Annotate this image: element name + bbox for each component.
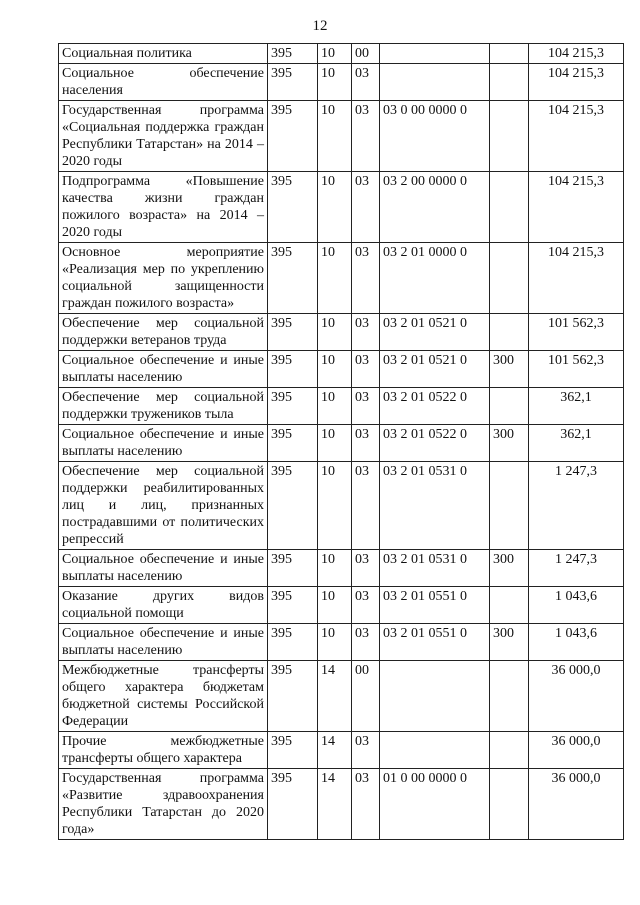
target-article-cell: 03 2 01 0531 0	[380, 550, 490, 587]
table-row	[59, 44, 624, 64]
admin-code-cell: 395	[268, 101, 318, 172]
expense-type-cell: 300	[490, 550, 529, 587]
subsection-cell: 03	[352, 388, 380, 425]
admin-code-cell: 395	[268, 624, 318, 661]
expense-type-cell	[490, 64, 529, 101]
section-cell: 10	[318, 101, 352, 172]
expense-type-cell	[490, 462, 529, 550]
admin-code-cell: 395	[268, 44, 318, 64]
section-cell: 10	[318, 388, 352, 425]
admin-code-cell: 395	[268, 388, 318, 425]
subsection-cell: 03	[352, 243, 380, 314]
subsection-cell: 03	[352, 587, 380, 624]
amount-cell: 362,1	[529, 388, 624, 425]
target-article-cell: 03 2 01 0551 0	[380, 587, 490, 624]
section-cell: 10	[318, 462, 352, 550]
expense-type-cell	[490, 732, 529, 769]
expense-type-cell	[490, 388, 529, 425]
budget-table	[58, 43, 624, 840]
target-article-cell	[380, 661, 490, 732]
amount-cell: 1 247,3	[529, 462, 624, 550]
subsection-cell: 03	[352, 550, 380, 587]
table-body	[59, 44, 624, 840]
row-name-cell: Социальное обеспечение и иные выплаты населению	[59, 351, 268, 388]
section-cell: 10	[318, 314, 352, 351]
amount-cell: 1 043,6	[529, 587, 624, 624]
subsection-cell: 03	[352, 624, 380, 661]
table-row	[59, 769, 624, 840]
amount-cell: 101 562,3	[529, 351, 624, 388]
target-article-cell	[380, 44, 490, 64]
row-name-cell: Обеспечение мер социальной поддержки реабилитированных лиц и лиц, признанных пострадавшими от политических репрессий	[59, 462, 268, 550]
expense-type-cell: 300	[490, 351, 529, 388]
target-article-cell: 03 2 01 0551 0	[380, 624, 490, 661]
amount-cell: 36 000,0	[529, 661, 624, 732]
admin-code-cell: 395	[268, 243, 318, 314]
row-name-cell: Обеспечение мер социальной поддержки ветеранов труда	[59, 314, 268, 351]
expense-type-cell	[490, 314, 529, 351]
expense-type-cell	[490, 44, 529, 64]
table-row	[59, 101, 624, 172]
target-article-cell	[380, 732, 490, 769]
admin-code-cell: 395	[268, 314, 318, 351]
subsection-cell: 03	[352, 462, 380, 550]
table-row	[59, 314, 624, 351]
admin-code-cell: 395	[268, 550, 318, 587]
row-name-cell: Подпрограмма «Повышение качества жизни граждан пожилого возраста» на 2014 – 2020 годы	[59, 172, 268, 243]
amount-cell: 101 562,3	[529, 314, 624, 351]
subsection-cell: 00	[352, 661, 380, 732]
section-cell: 10	[318, 351, 352, 388]
target-article-cell: 03 2 01 0521 0	[380, 351, 490, 388]
admin-code-cell: 395	[268, 351, 318, 388]
section-cell: 10	[318, 587, 352, 624]
admin-code-cell: 395	[268, 425, 318, 462]
amount-cell: 36 000,0	[529, 732, 624, 769]
section-cell: 10	[318, 64, 352, 101]
amount-cell: 104 215,3	[529, 64, 624, 101]
amount-cell: 36 000,0	[529, 769, 624, 840]
target-article-cell: 03 2 01 0522 0	[380, 425, 490, 462]
amount-cell: 104 215,3	[529, 44, 624, 64]
section-cell: 10	[318, 425, 352, 462]
subsection-cell: 03	[352, 172, 380, 243]
target-article-cell: 03 2 01 0531 0	[380, 462, 490, 550]
target-article-cell: 01 0 00 0000 0	[380, 769, 490, 840]
subsection-cell: 03	[352, 351, 380, 388]
section-cell: 14	[318, 732, 352, 769]
section-cell: 10	[318, 44, 352, 64]
admin-code-cell: 395	[268, 732, 318, 769]
expense-type-cell: 300	[490, 624, 529, 661]
amount-cell: 104 215,3	[529, 243, 624, 314]
table-row	[59, 661, 624, 732]
table-row	[59, 172, 624, 243]
admin-code-cell: 395	[268, 661, 318, 732]
target-article-cell	[380, 64, 490, 101]
subsection-cell: 03	[352, 101, 380, 172]
table-row	[59, 425, 624, 462]
subsection-cell: 03	[352, 769, 380, 840]
row-name-cell: Социальное обеспечение и иные выплаты населению	[59, 624, 268, 661]
amount-cell: 1 043,6	[529, 624, 624, 661]
section-cell: 10	[318, 550, 352, 587]
amount-cell: 104 215,3	[529, 172, 624, 243]
row-name-cell: Государственная программа «Социальная поддержка граждан Республики Татарстан» на 2014 – 2020 годы	[59, 101, 268, 172]
target-article-cell: 03 0 00 0000 0	[380, 101, 490, 172]
table-row	[59, 64, 624, 101]
table-row	[59, 351, 624, 388]
subsection-cell: 00	[352, 44, 380, 64]
section-cell: 14	[318, 769, 352, 840]
row-name-cell: Обеспечение мер социальной поддержки тружеников тыла	[59, 388, 268, 425]
table-row	[59, 462, 624, 550]
section-cell: 10	[318, 243, 352, 314]
amount-cell: 104 215,3	[529, 101, 624, 172]
subsection-cell: 03	[352, 732, 380, 769]
target-article-cell: 03 2 01 0000 0	[380, 243, 490, 314]
table-row	[59, 624, 624, 661]
target-article-cell: 03 2 01 0522 0	[380, 388, 490, 425]
admin-code-cell: 395	[268, 462, 318, 550]
admin-code-cell: 395	[268, 64, 318, 101]
table-row	[59, 243, 624, 314]
expense-type-cell	[490, 769, 529, 840]
expense-type-cell	[490, 587, 529, 624]
row-name-cell: Государственная программа «Развитие здравоохранения Республики Татарстан до 2020 года»	[59, 769, 268, 840]
expense-type-cell	[490, 172, 529, 243]
section-cell: 14	[318, 661, 352, 732]
subsection-cell: 03	[352, 314, 380, 351]
row-name-cell: Социальное обеспечение населения	[59, 64, 268, 101]
expense-type-cell: 300	[490, 425, 529, 462]
amount-cell: 1 247,3	[529, 550, 624, 587]
amount-cell: 362,1	[529, 425, 624, 462]
expense-type-cell	[490, 243, 529, 314]
row-name-cell: Оказание других видов социальной помощи	[59, 587, 268, 624]
admin-code-cell: 395	[268, 769, 318, 840]
admin-code-cell: 395	[268, 587, 318, 624]
admin-code-cell: 395	[268, 172, 318, 243]
expense-type-cell	[490, 101, 529, 172]
row-name-cell: Социальное обеспечение и иные выплаты населению	[59, 425, 268, 462]
table-row	[59, 388, 624, 425]
table-row	[59, 732, 624, 769]
subsection-cell: 03	[352, 425, 380, 462]
target-article-cell: 03 2 00 0000 0	[380, 172, 490, 243]
subsection-cell: 03	[352, 64, 380, 101]
row-name-cell: Прочие межбюджетные трансферты общего характера	[59, 732, 268, 769]
section-cell: 10	[318, 624, 352, 661]
table-row	[59, 550, 624, 587]
row-name-cell: Межбюджетные трансферты общего характера бюджетам бюджетной системы Российской Федерации	[59, 661, 268, 732]
section-cell: 10	[318, 172, 352, 243]
page-number: 12	[312, 18, 328, 34]
row-name-cell: Социальная политика	[59, 44, 268, 64]
table-row	[59, 587, 624, 624]
expense-type-cell	[490, 661, 529, 732]
row-name-cell: Социальное обеспечение и иные выплаты населению	[59, 550, 268, 587]
target-article-cell: 03 2 01 0521 0	[380, 314, 490, 351]
row-name-cell: Основное мероприятие «Реализация мер по укреплению социальной защищенности граждан пожилого возраста»	[59, 243, 268, 314]
